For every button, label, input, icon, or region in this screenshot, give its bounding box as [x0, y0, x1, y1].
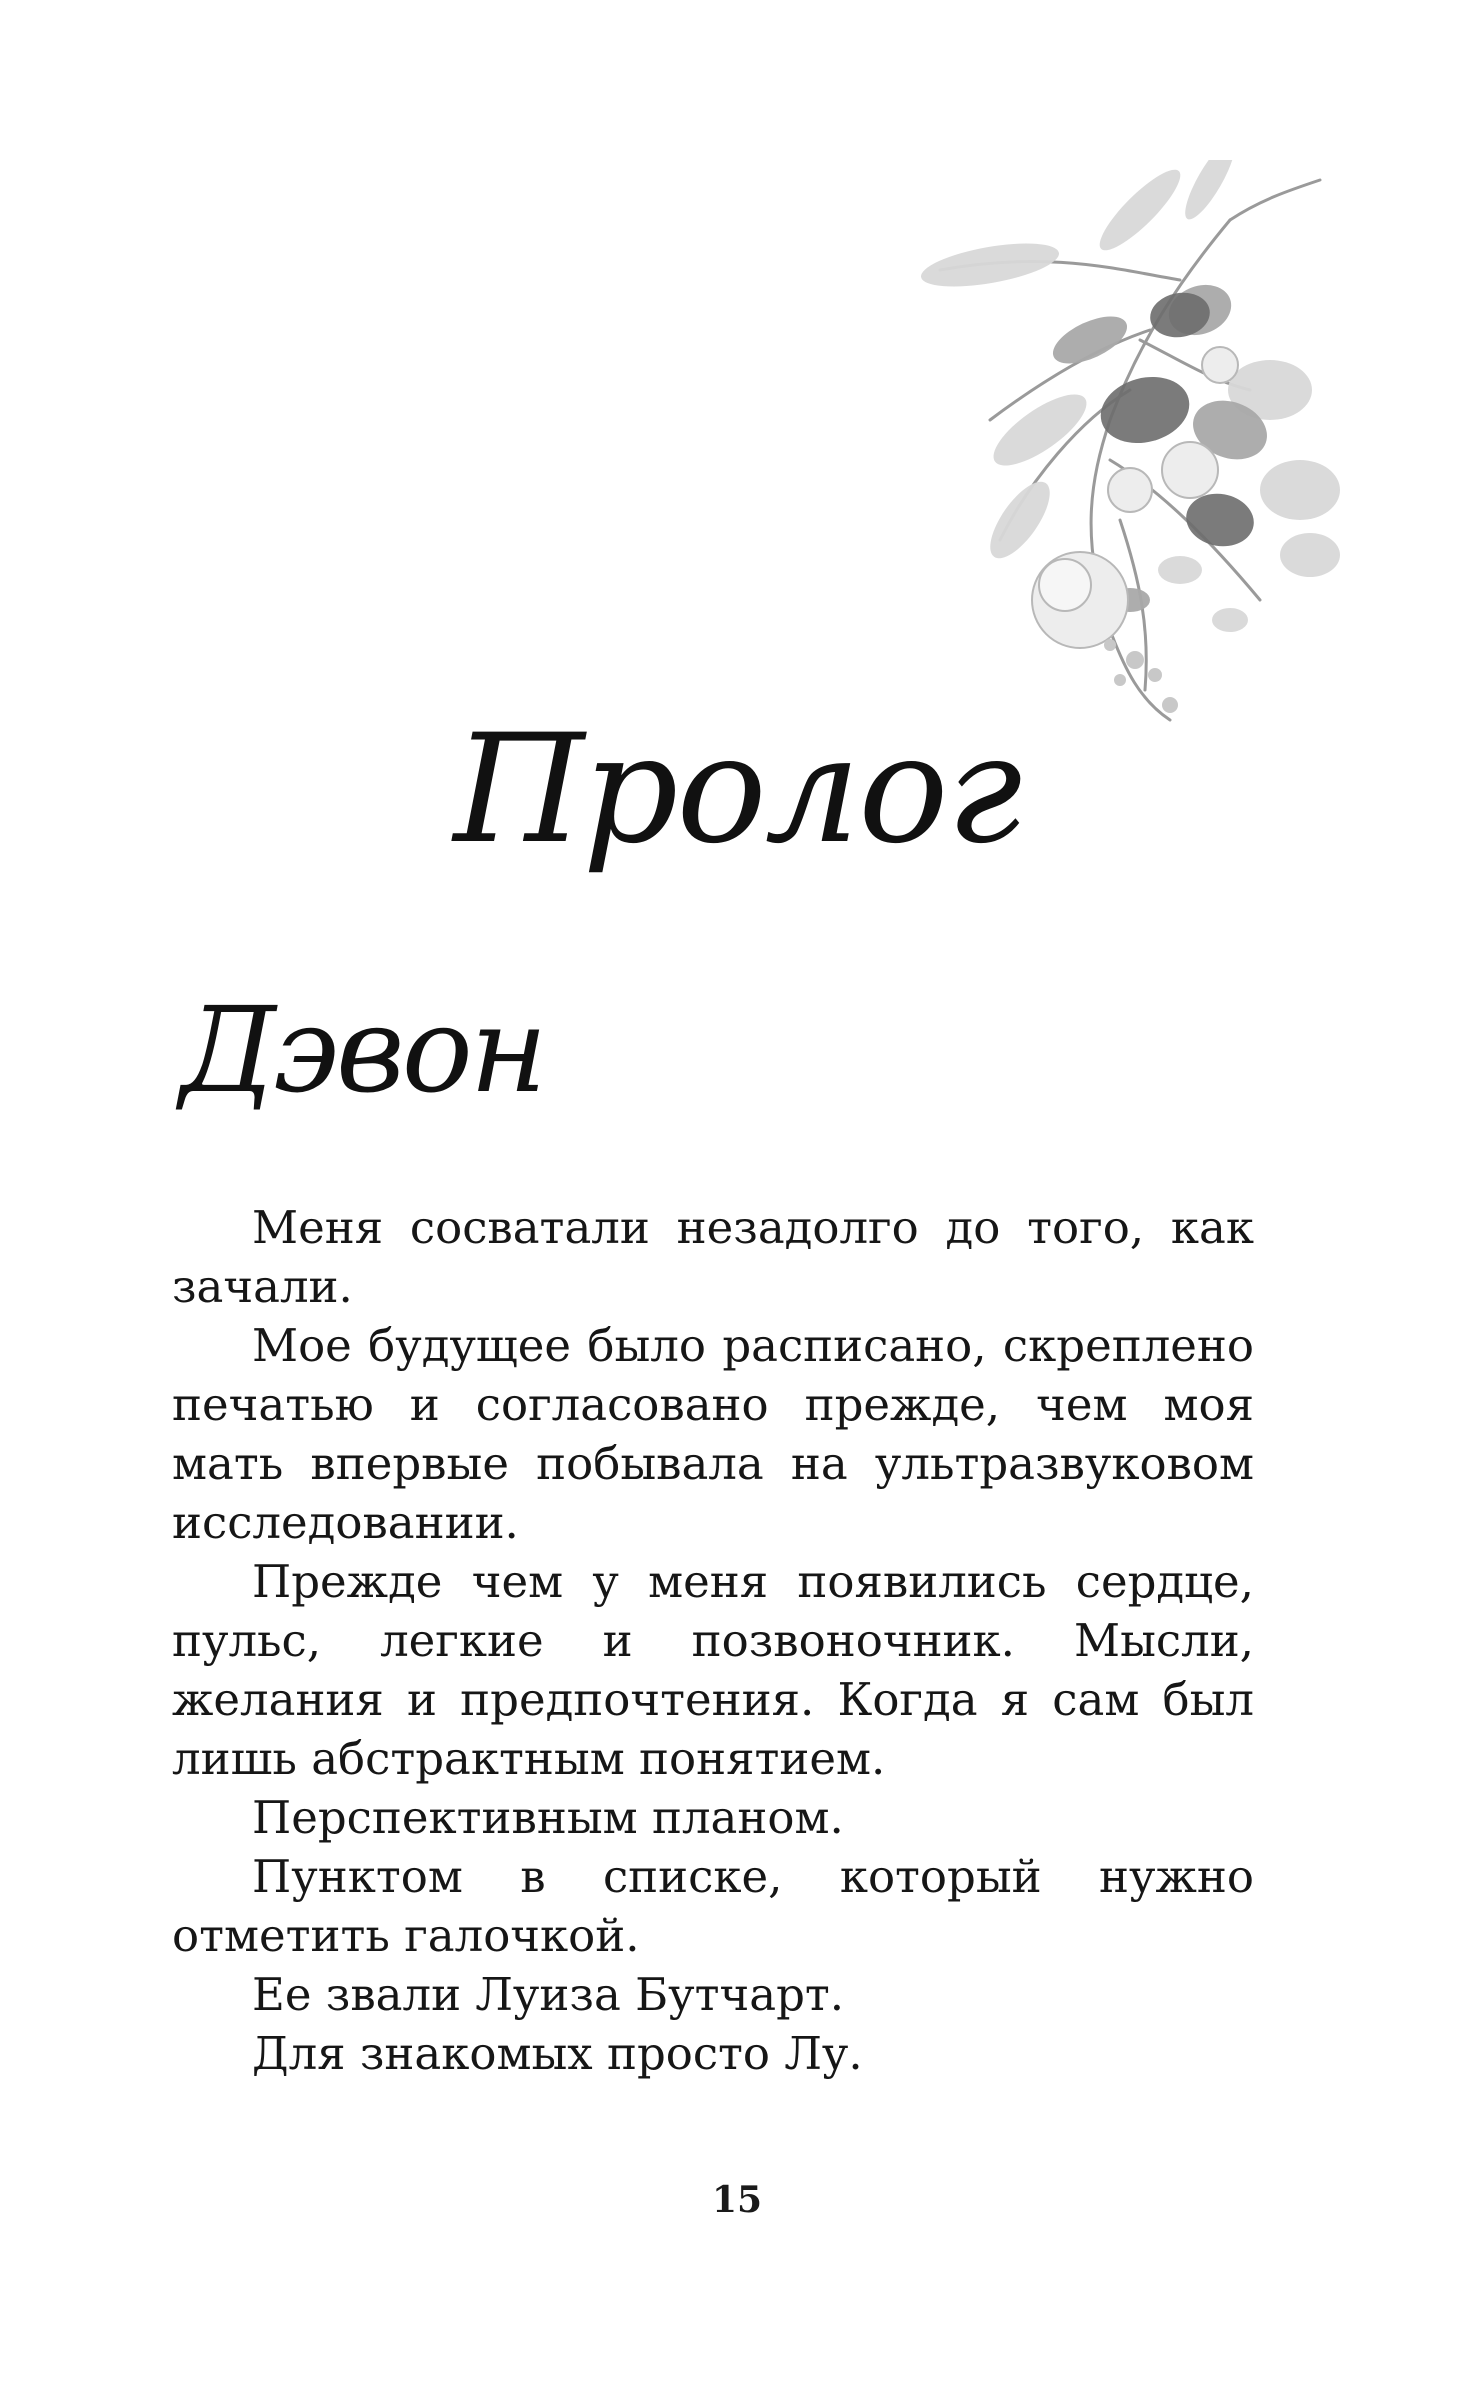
chapter-body	[172, 1198, 1254, 2083]
paragraph: Ее звали Луиза Бутчарт.	[252, 1968, 845, 2021]
paragraph: Прежде чем у меня появились сердце, пульс, легкие и позвоночник. Мысли, желания и предпочтения. Когда я сам был лишь абстрактным понятием.	[172, 1555, 1254, 1785]
paragraph: Перспективным планом.	[252, 1791, 844, 1844]
paragraph: Для знакомых просто Лу.	[252, 2027, 863, 2080]
paragraph: Меня сосватали незадолго до того, как зачали.	[172, 1201, 1254, 1313]
page-number: 15	[711, 2179, 763, 2221]
floral-watercolor-sprig-icon	[880, 160, 1340, 740]
chapter-title: Пролог	[453, 703, 1021, 877]
paragraph: Мое будущее было расписано, скреплено печатью и согласовано прежде, чем моя мать впервые побывала на ультразвуковом исследовании.	[172, 1319, 1254, 1549]
pov-character-heading: Дэвон	[180, 981, 545, 1119]
paragraph: Пунктом в списке, который нужно отметить галочкой.	[172, 1850, 1254, 1962]
